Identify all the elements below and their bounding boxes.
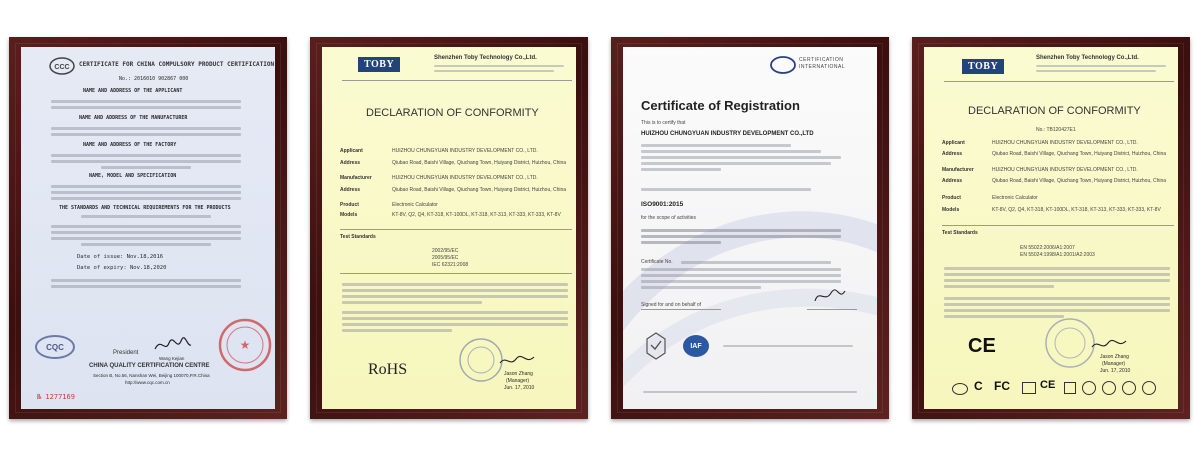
ccc-title: CERTIFICATE FOR CHINA COMPULSORY PRODUCT CERTIFICATION [79,61,275,68]
iaf-logo [683,335,709,357]
ce-mark: CE [968,335,996,357]
ce-label-models: Models [942,207,960,213]
rohs-value-product: Electronic Calculator [392,202,438,208]
ce-company: Shenzhen Toby Technology Co.,Ltd. [1036,55,1139,61]
ce-bottom-mark-c: C [974,379,983,393]
rohs-mark: RoHS [368,361,408,378]
ce-standard-2: EN 55024:1998/A1:2001/A2:2003 [1020,252,1095,258]
iso-scope-label: for the scope of activities [641,215,697,221]
rohs-label-address: Address [340,160,361,166]
ce-bottom-mark-fc: FC [994,379,1010,393]
iso-title: Certificate of Registration [641,98,800,113]
certificate-ccc [21,47,275,409]
rohs-label-address2: Address [340,187,361,193]
rohs-signer-title: (Manager) [506,378,530,384]
rohs-value-applicant: HUIZHOU CHUNGYUAN INDUSTRY DEVELOPMENT CO., LTD. [392,148,538,154]
cqc-logo [35,335,75,359]
certificate-frame-rohs [310,37,588,419]
ccc-small-icon [952,383,968,395]
badge-icon-4 [1142,381,1156,395]
ccc-org: CHINA QUALITY CERTIFICATION CENTRE [89,363,210,369]
ce-signer-title: (Manager) [1102,361,1126,367]
rohs-standard-2: 2005/95/EC [432,255,459,261]
ccc-section-applicant: NAME AND ADDRESS OF THE APPLICANT [83,88,183,94]
cqc-logo-text: CQC [46,342,64,352]
ce-label-manufacturer: Manufacturer [942,167,974,173]
rohs-value-models: KT-8V, Q2, Q4, KT-318, KT-100DL, KT-318, KT-313, KT-333, KT-333, KT-8V [392,212,561,218]
iso-logo-line1: CERTIFICATION [799,57,844,63]
iso-signature [813,287,847,305]
recycle-icon [1022,382,1036,394]
certification-logo-icon [769,55,797,75]
svg-text:★: ★ [239,338,251,352]
ce-value-applicant: HUIZHOU CHUNGYUAN INDUSTRY DEVELOPMENT CO., LTD. [992,140,1138,146]
ce-bottom-mark-ce: CE [1040,379,1056,391]
ce-stamp [1044,317,1096,369]
ccc-section-model: NAME, MODEL AND SPECIFICATION [89,173,177,179]
rohs-value-manufacturer: HUIZHOU CHUNGYUAN INDUSTRY DEVELOPMENT CO., LTD. [392,175,538,181]
rohs-value-address: Qiubao Road, Baishi Village, Qiuchang Town, Huiyang District, Huizhou, China [392,160,567,166]
rohs-label-applicant: Applicant [340,148,363,154]
iso-company: HUIZHOU CHUNGYUAN INDUSTRY DEVELOPMENT CO.,LTD [641,131,814,137]
ce-value-address: Qiubao Road, Baishi Village, Qiuchang Town, Huiyang District, Huizhou, China [992,151,1167,157]
ce-title: DECLARATION OF CONFORMITY [968,105,1141,117]
ce-label-address2: Address [942,178,963,184]
rohs-title: DECLARATION OF CONFORMITY [366,107,539,119]
iso-signed-label: Signed for and on behalf of [641,302,702,308]
rohs-signer: Jason Zhang [504,371,533,377]
ccc-address: Section B, No.56, Nanshan Wei, Beijing 100070,P.R.China [93,373,210,378]
iso-standard: ISO9001:2015 [641,201,684,208]
ce-signer: Jason Zhang [1100,354,1129,360]
ce-signature [1090,337,1130,353]
badge-icon-3 [1122,381,1136,395]
weee-icon [1064,382,1076,394]
ccc-section-factory: NAME AND ADDRESS OF THE FACTORY [83,142,177,148]
red-seal-stamp [217,317,273,373]
ccc-number: No.: 2016010 902867 000 [119,76,189,82]
ce-test-standards-label: Test Standards [942,230,978,236]
ce-value-product: Electronic Calculator [992,195,1038,201]
ce-value-models: KT-8V, Q2, Q4, KT-318, KT-100DL, KT-318, KT-313, KT-333, KT-333, KT-8V [992,207,1161,213]
ce-value-address2: Qiubao Road, Baishi Village, Qiuchang Town, Huiyang District, Huizhou, China [992,178,1167,184]
ccc-serial: № 1277169 [37,393,75,401]
ccc-expiry-date: Date of expiry: Nov.18,2020 [77,265,167,271]
ce-label-address: Address [942,151,963,157]
certificate-frame-iso [611,37,889,419]
certificate-rohs [322,47,576,409]
iso-certify: This is to certify that [641,120,686,126]
badge-icon-2 [1102,381,1116,395]
certificate-iso [623,47,877,409]
rohs-date: Jun. 17, 2010 [504,385,535,391]
iso-certificate-no-label: Certificate No. [641,259,673,265]
ce-label-product: Product [942,195,961,201]
ccc-section-standards: THE STANDARDS AND TECHNICAL REQUIREMENTS FOR THE PRODUCTS [59,205,231,211]
ce-value-manufacturer: HUIZHOU CHUNGYUAN INDUSTRY DEVELOPMENT CO., LTD. [992,167,1138,173]
ccc-signer: Wang Kejian [159,356,185,361]
toby-logo-ce: TOBY [962,59,1004,74]
ccc-signature [153,335,193,355]
iaf-logo-text: IAF [690,342,702,350]
ccc-logo [49,57,75,75]
ccc-president-label: President [113,350,139,356]
rohs-company: Shenzhen Toby Technology Co.,Ltd. [434,55,537,61]
ce-number: No.: TB120427E1 [1036,127,1076,133]
rohs-label-models: Models [340,212,358,218]
rohs-test-standards-label: Test Standards [340,234,376,240]
svg-text:CCC: CCC [54,64,70,71]
rohs-label-product: Product [340,202,359,208]
ce-label-applicant: Applicant [942,140,965,146]
toby-logo: TOBY [358,57,400,72]
ce-standard-1: EN 55022:2006/A1:2007 [1020,245,1075,251]
badge-icon-1 [1082,381,1096,395]
rohs-label-manufacturer: Manufacturer [340,175,372,181]
iso-logo-line2: INTERNATIONAL [799,64,846,70]
ccc-issue-date: Date of issue: Nov.18,2016 [77,254,164,260]
certificate-frame-ccc [9,37,287,419]
ccc-section-manufacturer: NAME AND ADDRESS OF THE MANUFACTURER [79,115,188,121]
ccc-url: http://www.cqc.com.cn [125,380,170,385]
certificate-ce [924,47,1178,409]
rohs-standard-3: IEC 62321:2008 [432,262,469,268]
certificate-frame-ce [912,37,1190,419]
ukas-badge-icon [645,331,667,361]
rohs-signature [498,353,538,369]
rohs-value-address2: Qiubao Road, Baishi Village, Qiuchang Town, Huiyang District, Huizhou, China [392,187,567,193]
ce-date: Jun. 17, 2010 [1100,368,1131,374]
rohs-standard-1: 2002/95/EC [432,248,459,254]
